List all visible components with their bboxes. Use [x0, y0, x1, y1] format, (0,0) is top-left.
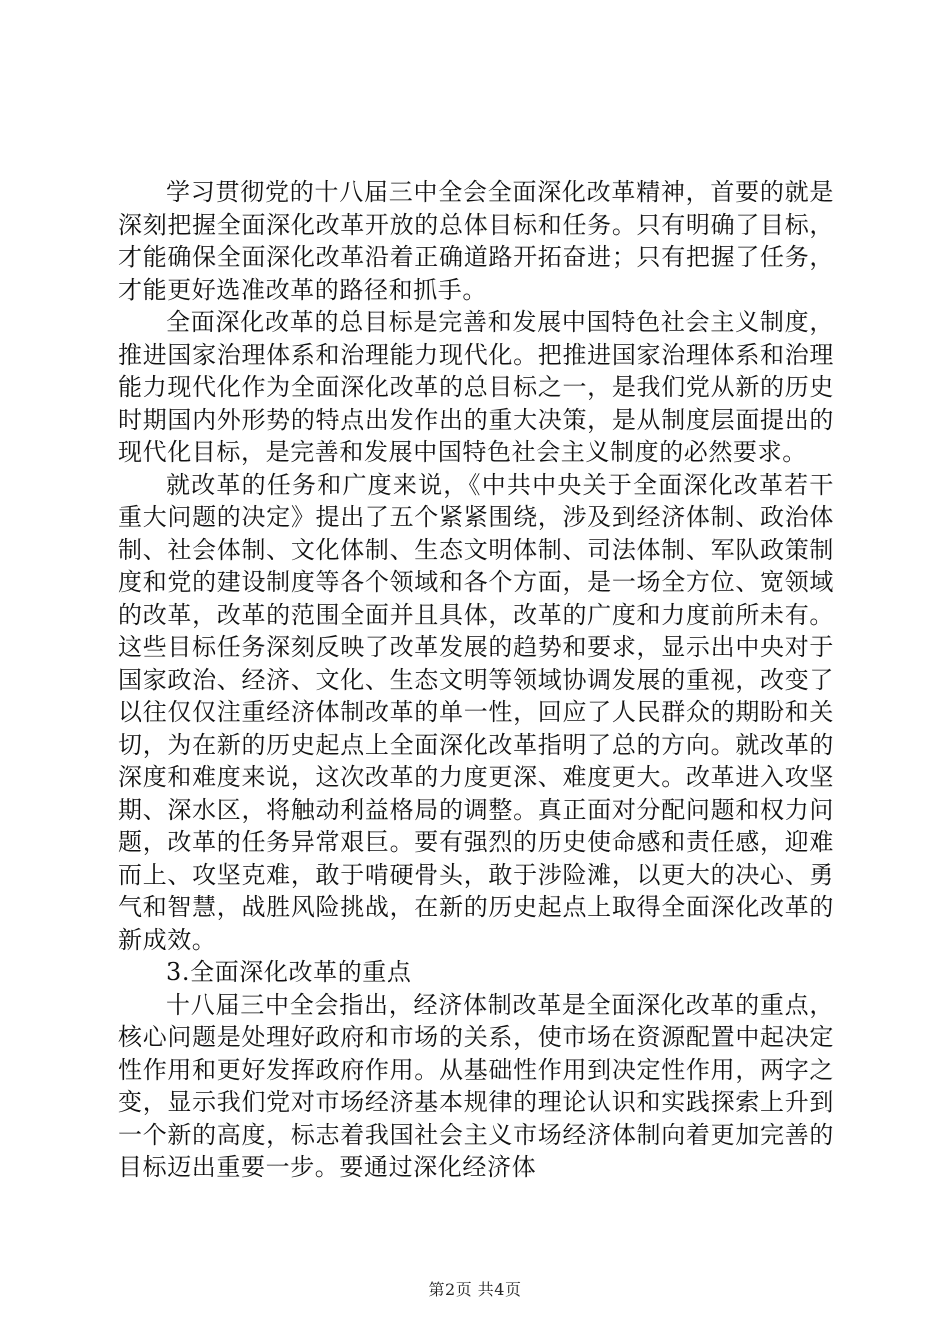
paragraph-overall-goal: 全面深化改革的总目标是完善和发展中国特色社会主义制度，推进国家治理体系和治理能力现代化。把推进国家治理体系和治理能力现代化作为全面深化改革的总目标之一，是我们党从新的历史时期国内外形势的特点出发作出的重大决策，是从制度层面提出的现代化目标，是完善和发展中国特色社会主义制度的必然要求。 [118, 308, 834, 466]
page-footer: 第2页 共4页 [428, 1280, 522, 1299]
document-body [118, 176, 834, 1184]
paragraph-reform-focus: 十八届三中全会指出，经济体制改革是全面深化改革的重点，核心问题是处理好政府和市场的关系，使市场在资源配置中起决定性作用和更好发挥政府作用。从基础性作用到决定性作用，两字之变，显示我们党对市场经济基本规律的理论认识和实践探索上升到一个新的高度，标志着我国社会主义市场经济体制向着更加完善的目标迈出重要一步。要通过深化经济体 [118, 990, 834, 1181]
paragraph-tasks-and-scope: 就改革的任务和广度来说，《中共中央关于全面深化改革若干重大问题的决定》提出了五个紧紧围绕，涉及到经济体制、政治体制、社会体制、文化体制、生态文明体制、司法体制、军队政策制度和党的建设制度等各个领域和各个方面，是一场全方位、宽领域的改革，改革的范围全面并且具体，改革的广度和力度前所未有。这些目标任务深刻反映了改革发展的趋势和要求，显示出中央对于国家政治、经济、文化、生态文明等领域协调发展的重视，改变了以往仅仅注重经济体制改革的单一性，回应了人民群众的期盼和关切，为在新的历史起点上全面深化改革指明了总的方向。就改革的深度和难度来说，这次改革的力度更深、难度更大。改革进入攻坚期、深水区，将触动利益格局的调整。真正面对分配问题和权力问题，改革的任务异常艰巨。要有强烈的历史使命感和责任感，迎难而上、攻坚克难，敢于啃硬骨头，敢于涉险滩，以更大的决心、勇气和智慧，战胜风险挑战，在新的历史起点上取得全面深化改革的新成效。 [118, 470, 834, 954]
paragraph-intro: 学习贯彻党的十八届三中全会全面深化改革精神，首要的就是深刻把握全面深化改革开放的总体目标和任务。只有明确了目标，才能确保全面深化改革沿着正确道路开拓奋进；只有把握了任务，才能更好选准改革的路径和抓手。 [118, 178, 834, 304]
section-heading: 3.全面深化改革的重点 [166, 958, 412, 986]
